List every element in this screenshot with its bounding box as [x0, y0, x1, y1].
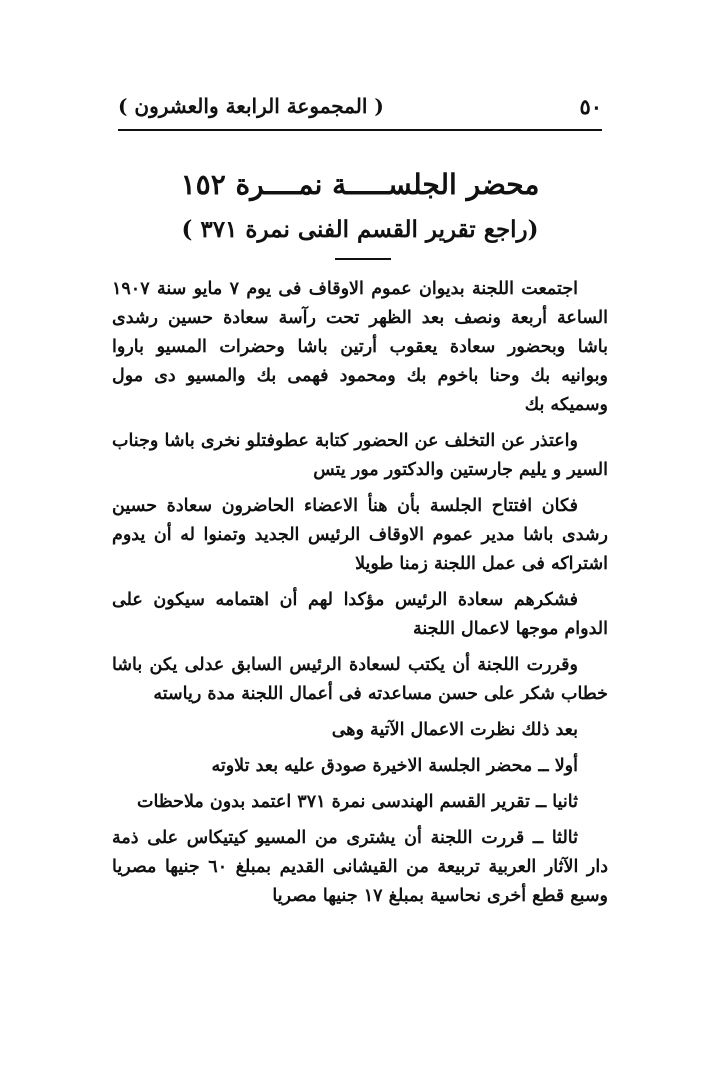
title-divider [335, 258, 391, 260]
page-title: محضر الجلســـــة نمــــرة ١٥٢ [180, 168, 540, 201]
header-rule [118, 129, 602, 131]
agenda-intro: بعد ذلك نظرت الاعمال الآتية وهى [331, 720, 578, 740]
paragraph-apologies: واعتذر عن التخلف عن الحضور كتابة عطوفتلو نخرى باشا وجناب السير و يليم جارستين والدكتور مور يتس [112, 431, 608, 480]
paragraph-congratulations: فكان افتتاح الجلسة بأن هنأ الاعضاء الحاضرون سعادة حسين رشدى باشا مدير عموم الاوقاف الرئيس الجديد وتمنوا له أن يدوم اشتراكه فى عمل اللجنة زمنا طويلا [112, 496, 608, 574]
paragraph-meeting-opening: اجتمعت اللجنة بديوان عموم الاوقاف فى يوم ٧ مايو سنة ١٩٠٧ الساعة أربعة ونصف بعد الظهر تحت رآسة سعادة حسين رشدى باشا وبحضور سعادة يعقوب أرتين باشا وحضرات المسيو باروا وبوانيه بك وحنا باخوم بك ومحمود فهمى بك والمسيو دى مول وسميكه بك [112, 279, 608, 415]
agenda-item-first: أولا ــ محضر الجلسة الاخيرة صودق عليه بعد تلاوته [211, 756, 578, 776]
paragraph-thanks-letter: وقررت اللجنة أن يكتب لسعادة الرئيس السابق عدلى يكن باشا خطاب شكر على حسن مساعدته فى أعمال اللجنة مدة رياسته [112, 655, 608, 704]
document-body [112, 275, 608, 918]
running-head: ( المجموعة الرابعة والعشرون ) [118, 94, 384, 118]
paragraph-president-thanks: فشكرهم سعادة الرئيس مؤكدا لهم أن اهتمامه سيكون على الدوام موجها لاعمال اللجنة [112, 590, 608, 639]
page-subtitle: (راجع تقرير القسم الفنى نمرة ٣٧١ ) [181, 216, 539, 243]
agenda-item-second: ثانيا ــ تقرير القسم الهندسى نمرة ٣٧١ اعتمد بدون ملاحظات [136, 792, 578, 812]
page-header [118, 88, 602, 124]
agenda-item-third: ثالثا ــ قررت اللجنة أن يشترى من المسيو كيتيكاس على ذمة دار الآثار العربية تربيعة من القيشانى القديم بمبلغ ٦٠ جنيها مصريا وسبع قطع أخرى نحاسية بمبلغ ١٧ جنيها مصريا [112, 828, 608, 906]
page-number: ٥٠ [579, 93, 602, 119]
